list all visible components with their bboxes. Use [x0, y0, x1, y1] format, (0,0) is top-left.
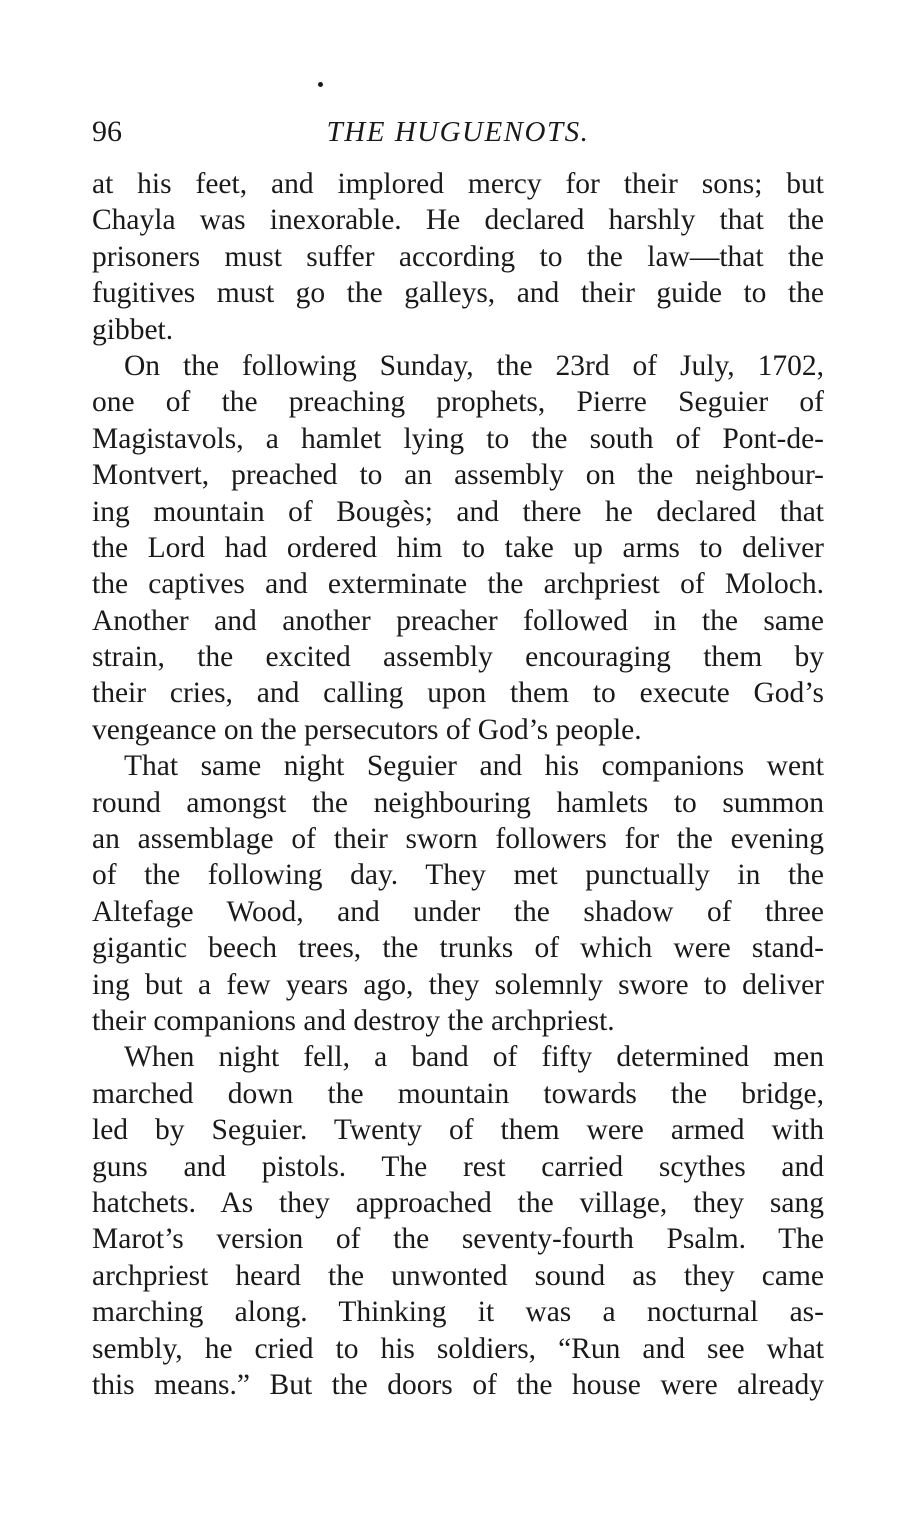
running-title: THE HUGUENOTS.: [326, 116, 590, 148]
text-line: their companions and destroy the archpriest.: [92, 1004, 615, 1037]
text-line: hatchets. As they approached the village, they sang: [92, 1186, 824, 1219]
page-number: 96: [92, 115, 122, 148]
text-line: sembly, he cried to his soldiers, “Run and see what: [92, 1332, 824, 1365]
text-line: Montvert, preached to an assembly on the neighbour-: [92, 459, 824, 492]
text-line: marched down the mountain towards the bridge,: [92, 1077, 824, 1110]
text-line: at his feet, and implored mercy for their sons; but: [92, 168, 824, 200]
text-line: their cries, and calling upon them to execute God’s: [92, 677, 824, 710]
text-line: Altefage Wood, and under the shadow of three: [92, 895, 824, 928]
text-line: guns and pistols. The rest carried scythes and: [92, 1150, 824, 1183]
text-line: the Lord had ordered him to take up arms to deliver: [92, 531, 824, 564]
text-line: led by Seguier. Twenty of them were armed with: [92, 1114, 824, 1147]
text-line: this means.” But the doors of the house were already: [92, 1368, 824, 1401]
text-line: When night fell, a band of fifty determined men: [124, 1041, 824, 1074]
text-line: ing mountain of Bougès; and there he declared that: [92, 495, 824, 528]
text-line: Marot’s version of the seventy-fourth Psalm. The: [92, 1223, 824, 1256]
text-line: fugitives must go the galleys, and their guide to the: [92, 277, 824, 310]
text-line: archpriest heard the unwonted sound as they came: [92, 1259, 824, 1292]
body-text: [92, 166, 824, 1403]
text-line: That same night Seguier and his companions went: [124, 750, 824, 783]
text-line: Magistavols, a hamlet lying to the south of Pont-de-: [92, 422, 824, 455]
text-line: the captives and exterminate the archpriest of Moloch.: [92, 568, 824, 601]
running-head: [92, 112, 824, 152]
text-line: gibbet.: [92, 313, 174, 346]
text-line: vengeance on the persecutors of God’s people.: [92, 713, 642, 746]
text-line: gigantic beech trees, the trunks of which were stand-: [92, 932, 824, 965]
text-line: Another and another preacher followed in the same: [92, 604, 824, 637]
text-line: of the following day. They met punctually in the: [92, 859, 824, 892]
text-line: On the following Sunday, the 23rd of July, 1702,: [124, 349, 824, 382]
text-line: marching along. Thinking it was a nocturnal as-: [92, 1296, 824, 1329]
text-line: one of the preaching prophets, Pierre Seguier of: [92, 386, 824, 419]
text-line: Chayla was inexorable. He declared harshly that the: [92, 204, 824, 237]
text-line: round amongst the neighbouring hamlets to summon: [92, 786, 824, 819]
text-line: ing but a few years ago, they solemnly swore to deliver: [92, 968, 824, 1001]
text-line: an assemblage of their sworn followers for the evening: [92, 823, 824, 856]
text-line: strain, the excited assembly encouraging them by: [92, 641, 824, 674]
text-line: prisoners must suffer according to the law—that the: [92, 240, 824, 273]
printer-mark-dot: [318, 82, 323, 87]
